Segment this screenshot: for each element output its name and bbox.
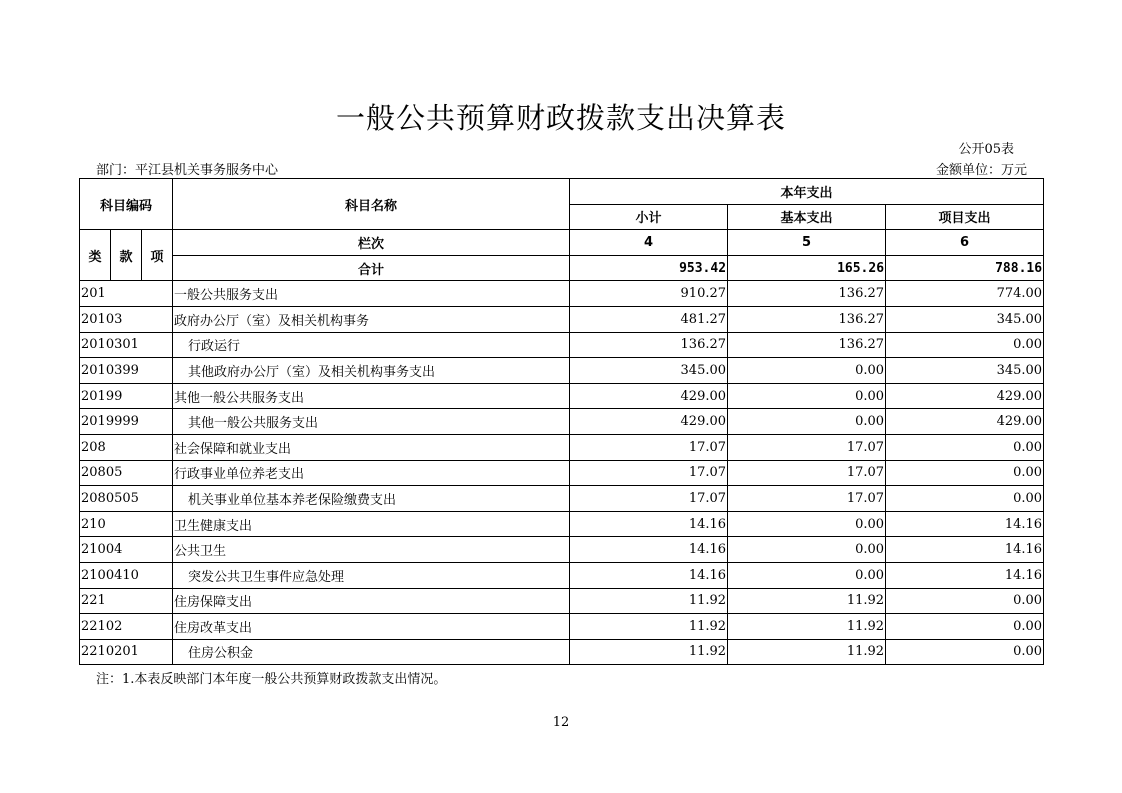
row-basic: 0.00 (728, 409, 886, 435)
row-basic: 0.00 (728, 358, 886, 384)
table-row (80, 614, 1044, 640)
row-code: 20199 (80, 383, 173, 409)
row-basic: 136.27 (728, 332, 886, 358)
row-project: 345.00 (886, 306, 1044, 332)
row-subtotal: 136.27 (570, 332, 728, 358)
row-code: 20805 (80, 460, 173, 486)
table-row (80, 332, 1044, 358)
row-name: 住房改革支出 (173, 614, 570, 640)
row-name: 突发公共卫生事件应急处理 (173, 562, 570, 588)
table-row (80, 434, 1044, 460)
header-project: 项目支出 (886, 204, 1044, 230)
header-column-no: 栏次 (173, 230, 570, 256)
row-subtotal: 11.92 (570, 614, 728, 640)
table-row (80, 537, 1044, 563)
row-basic: 0.00 (728, 562, 886, 588)
row-project: 0.00 (886, 460, 1044, 486)
row-project: 14.16 (886, 511, 1044, 537)
row-subtotal: 17.07 (570, 486, 728, 512)
row-project: 14.16 (886, 562, 1044, 588)
table-row (80, 562, 1044, 588)
header-basic: 基本支出 (728, 204, 886, 230)
row-code: 2210201 (80, 639, 173, 665)
row-name: 住房保障支出 (173, 588, 570, 614)
form-number: 公开05表 (958, 142, 1014, 157)
row-name: 政府办公厅（室）及相关机构事务 (173, 306, 570, 332)
row-subtotal: 11.92 (570, 639, 728, 665)
row-subtotal: 14.16 (570, 562, 728, 588)
row-project: 429.00 (886, 383, 1044, 409)
table-row (80, 460, 1044, 486)
header-current-year: 本年支出 (570, 179, 1044, 205)
row-project: 0.00 (886, 486, 1044, 512)
department-label: 部门：平江县机关事务服务中心 (96, 163, 279, 178)
row-project: 345.00 (886, 358, 1044, 384)
row-subtotal: 429.00 (570, 409, 728, 435)
page-title: 一般公共预算财政拨款支出决算表 (335, 101, 786, 135)
table-row (80, 358, 1044, 384)
row-code: 2010301 (80, 332, 173, 358)
row-basic: 136.27 (728, 281, 886, 307)
row-basic: 0.00 (728, 383, 886, 409)
row-name: 卫生健康支出 (173, 511, 570, 537)
row-code: 20103 (80, 306, 173, 332)
row-subtotal: 14.16 (570, 511, 728, 537)
row-code: 2080505 (80, 486, 173, 512)
table-row (80, 588, 1044, 614)
header-code: 科目编码 (80, 179, 173, 230)
unit-label: 金额单位：万元 (935, 163, 1027, 178)
row-code: 22102 (80, 614, 173, 640)
row-project: 0.00 (886, 588, 1044, 614)
row-name: 机关事业单位基本养老保险缴费支出 (173, 486, 570, 512)
row-code: 2100410 (80, 562, 173, 588)
total-project: 788.16 (886, 255, 1044, 281)
row-code: 221 (80, 588, 173, 614)
row-name: 公共卫生 (173, 537, 570, 563)
header-name: 科目名称 (173, 179, 570, 230)
table-row (80, 383, 1044, 409)
row-name: 其他一般公共服务支出 (173, 383, 570, 409)
header-kuan: 款 (111, 230, 142, 281)
row-subtotal: 17.07 (570, 460, 728, 486)
row-name: 社会保障和就业支出 (173, 434, 570, 460)
row-name: 行政运行 (173, 332, 570, 358)
header-col6: 6 (886, 230, 1044, 256)
total-label: 合计 (173, 255, 570, 281)
header-lei: 类 (80, 230, 111, 281)
row-subtotal: 910.27 (570, 281, 728, 307)
row-project: 0.00 (886, 332, 1044, 358)
total-subtotal: 953.42 (570, 255, 728, 281)
row-basic: 11.92 (728, 639, 886, 665)
table-row (80, 281, 1044, 307)
row-subtotal: 345.00 (570, 358, 728, 384)
row-code: 21004 (80, 537, 173, 563)
row-code: 2010399 (80, 358, 173, 384)
table-row (80, 486, 1044, 512)
header-xiang: 项 (142, 230, 173, 281)
row-project: 0.00 (886, 614, 1044, 640)
row-subtotal: 429.00 (570, 383, 728, 409)
row-code: 201 (80, 281, 173, 307)
header-subtotal: 小计 (570, 204, 728, 230)
expenditure-table (79, 178, 1044, 665)
total-basic: 165.26 (728, 255, 886, 281)
header-col4: 4 (570, 230, 728, 256)
row-basic: 17.07 (728, 434, 886, 460)
row-basic: 11.92 (728, 588, 886, 614)
row-project: 14.16 (886, 537, 1044, 563)
row-project: 774.00 (886, 281, 1044, 307)
row-name: 住房公积金 (173, 639, 570, 665)
row-code: 210 (80, 511, 173, 537)
row-code: 2019999 (80, 409, 173, 435)
row-subtotal: 481.27 (570, 306, 728, 332)
row-name: 其他政府办公厅（室）及相关机构事务支出 (173, 358, 570, 384)
row-basic: 0.00 (728, 511, 886, 537)
page-number: 12 (552, 715, 570, 730)
row-basic: 17.07 (728, 486, 886, 512)
row-name: 一般公共服务支出 (173, 281, 570, 307)
footnote: 注：1.本表反映部门本年度一般公共预算财政拨款支出情况。 (96, 672, 447, 687)
row-name: 其他一般公共服务支出 (173, 409, 570, 435)
table-row (80, 306, 1044, 332)
row-project: 0.00 (886, 434, 1044, 460)
row-basic: 17.07 (728, 460, 886, 486)
row-basic: 136.27 (728, 306, 886, 332)
row-name: 行政事业单位养老支出 (173, 460, 570, 486)
row-basic: 11.92 (728, 614, 886, 640)
row-subtotal: 14.16 (570, 537, 728, 563)
row-basic: 0.00 (728, 537, 886, 563)
header-col5: 5 (728, 230, 886, 256)
row-project: 429.00 (886, 409, 1044, 435)
table-row (80, 409, 1044, 435)
row-code: 208 (80, 434, 173, 460)
row-project: 0.00 (886, 639, 1044, 665)
row-subtotal: 11.92 (570, 588, 728, 614)
table-row (80, 639, 1044, 665)
row-subtotal: 17.07 (570, 434, 728, 460)
table-row (80, 511, 1044, 537)
